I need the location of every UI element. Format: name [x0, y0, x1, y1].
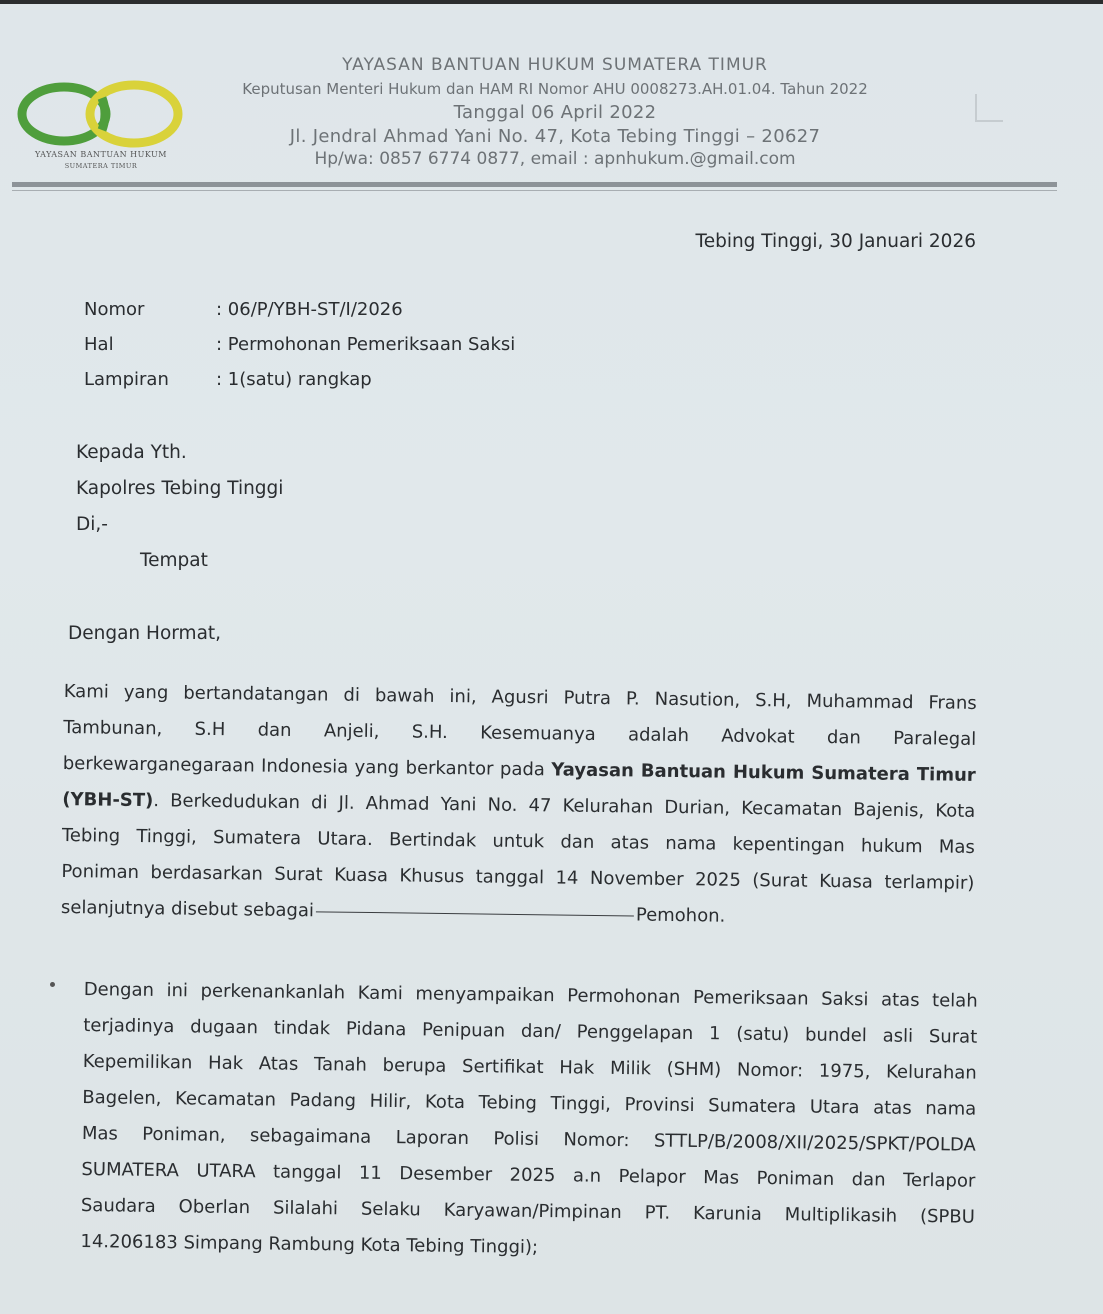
- org-contact: Hp/wa: 0857 6774 0877, email : apnhukum.@gmail.com: [314, 149, 796, 169]
- interlocking-rings-logo-icon: [12, 76, 190, 156]
- recipient-line: Di,-: [76, 514, 108, 535]
- organization-logo: [12, 76, 190, 176]
- decree-line: Keputusan Menteri Hukum dan HAM RI Nomor AHU 0008273.AH.01.04. Tahun 2022: [242, 79, 868, 98]
- recipient-line: Tempat: [140, 550, 208, 571]
- paragraph-1: [61, 674, 977, 938]
- text-span: selanjutnya disebut sebagai: [60, 896, 315, 922]
- meta-label: Hal: [84, 334, 114, 355]
- paragraph-line: Bagelen, Kecamatan Padang Hilir, Kota Tebing Tinggi, Provinsi Sumatera Utara atas nama: [82, 1086, 977, 1120]
- text-span: Pemohon.: [635, 904, 726, 927]
- org-name: YAYASAN BANTUAN HUKUM SUMATERA TIMUR: [342, 55, 768, 75]
- paragraph-line: Tambunan, S.H dan Anjeli, S.H. Kesemuanya adalah Advokat dan Paralegal: [63, 716, 977, 750]
- bullet-dot: [50, 982, 55, 987]
- greeting: Dengan Hormat,: [68, 623, 222, 644]
- paragraph-line: Kepemilikan Hak Atas Tanah berupa Sertifikat Hak Milik (SHM) Nomor: 1975, Kelurahan: [82, 1050, 977, 1084]
- logo-text-line1: YAYASAN BANTUAN HUKUM: [34, 150, 167, 159]
- corner-mark: [975, 94, 1003, 122]
- recipient-line: Kapolres Tebing Tinggi: [76, 478, 284, 499]
- meta-label: Nomor: [84, 299, 145, 320]
- letter-page: [0, 4, 1103, 1314]
- letterhead-divider-thin: [12, 190, 1057, 191]
- paragraph-line: 14.206183 Simpang Rambung Kota Tebing Tinggi);: [80, 1230, 539, 1258]
- paragraph-line: Saudara Oberlan Silalahi Selaku Karyawan/Pimpinan PT. Karunia Multiplikasih (SPBU: [80, 1194, 976, 1228]
- paragraph-line: Dengan ini perkenankanlah Kami menyampaikan Permohonan Pemeriksaan Saksi atas telah: [83, 978, 978, 1012]
- paragraph-line: terjadinya dugaan tindak Pidana Penipuan dan/ Penggelapan 1 (satu) bundel asli Surat: [83, 1014, 978, 1048]
- letterhead-divider: [12, 182, 1057, 187]
- paragraph-line: Mas Poniman, sebagaimana Laporan Polisi Nomor: STTLP/B/2008/XII/2025/SPKT/POLDA: [81, 1122, 976, 1156]
- leader-line: [316, 911, 634, 916]
- meta-label: Lampiran: [84, 369, 169, 390]
- logo-text-line2: SUMATERA TIMUR: [64, 162, 138, 170]
- org-abbrev-bold: (YBH-ST): [62, 788, 154, 812]
- text-span: . Berkedudukan di Jl. Ahmad Yani No. 47 Kelurahan Durian, Kecamatan Bajenis, Kota: [153, 790, 976, 822]
- paragraph-line: Kami yang bertandatangan di bawah ini, Agusri Putra P. Nasution, S.H, Muhammad Frans: [63, 680, 977, 714]
- org-address: Jl. Jendral Ahmad Yani No. 47, Kota Tebing Tinggi – 20627: [289, 125, 821, 147]
- recipient-block: [76, 442, 283, 586]
- paragraph-line: Tebing Tinggi, Sumatera Utara. Bertindak untuk dan atas nama kepentingan hukum Mas: [61, 824, 975, 858]
- meta-value: : 1(satu) rangkap: [216, 369, 372, 390]
- paragraph-line: Poniman berdasarkan Surat Kuasa Khusus tanggal 14 November 2025 (Surat Kuasa terlampir): [61, 860, 975, 894]
- text-span: berkewarganegaraan Indonesia yang berkantor pada: [62, 752, 552, 781]
- place-date: Tebing Tinggi, 30 Januari 2026: [695, 231, 976, 252]
- paragraph-2: [80, 972, 978, 1272]
- recipient-line: Kepada Yth.: [76, 442, 187, 463]
- decree-date: Tanggal 06 April 2022: [453, 102, 657, 123]
- letterhead: [180, 54, 930, 172]
- meta-value: : 06/P/YBH-ST/I/2026: [216, 299, 403, 320]
- org-name-bold: Yayasan Bantuan Hukum Sumatera Timur: [551, 759, 976, 786]
- meta-value: : Permohonan Pemeriksaan Saksi: [216, 334, 516, 355]
- paragraph-line: SUMATERA UTARA tanggal 11 Desember 2025 a.n Pelapor Mas Poniman dan Terlapor: [81, 1158, 976, 1192]
